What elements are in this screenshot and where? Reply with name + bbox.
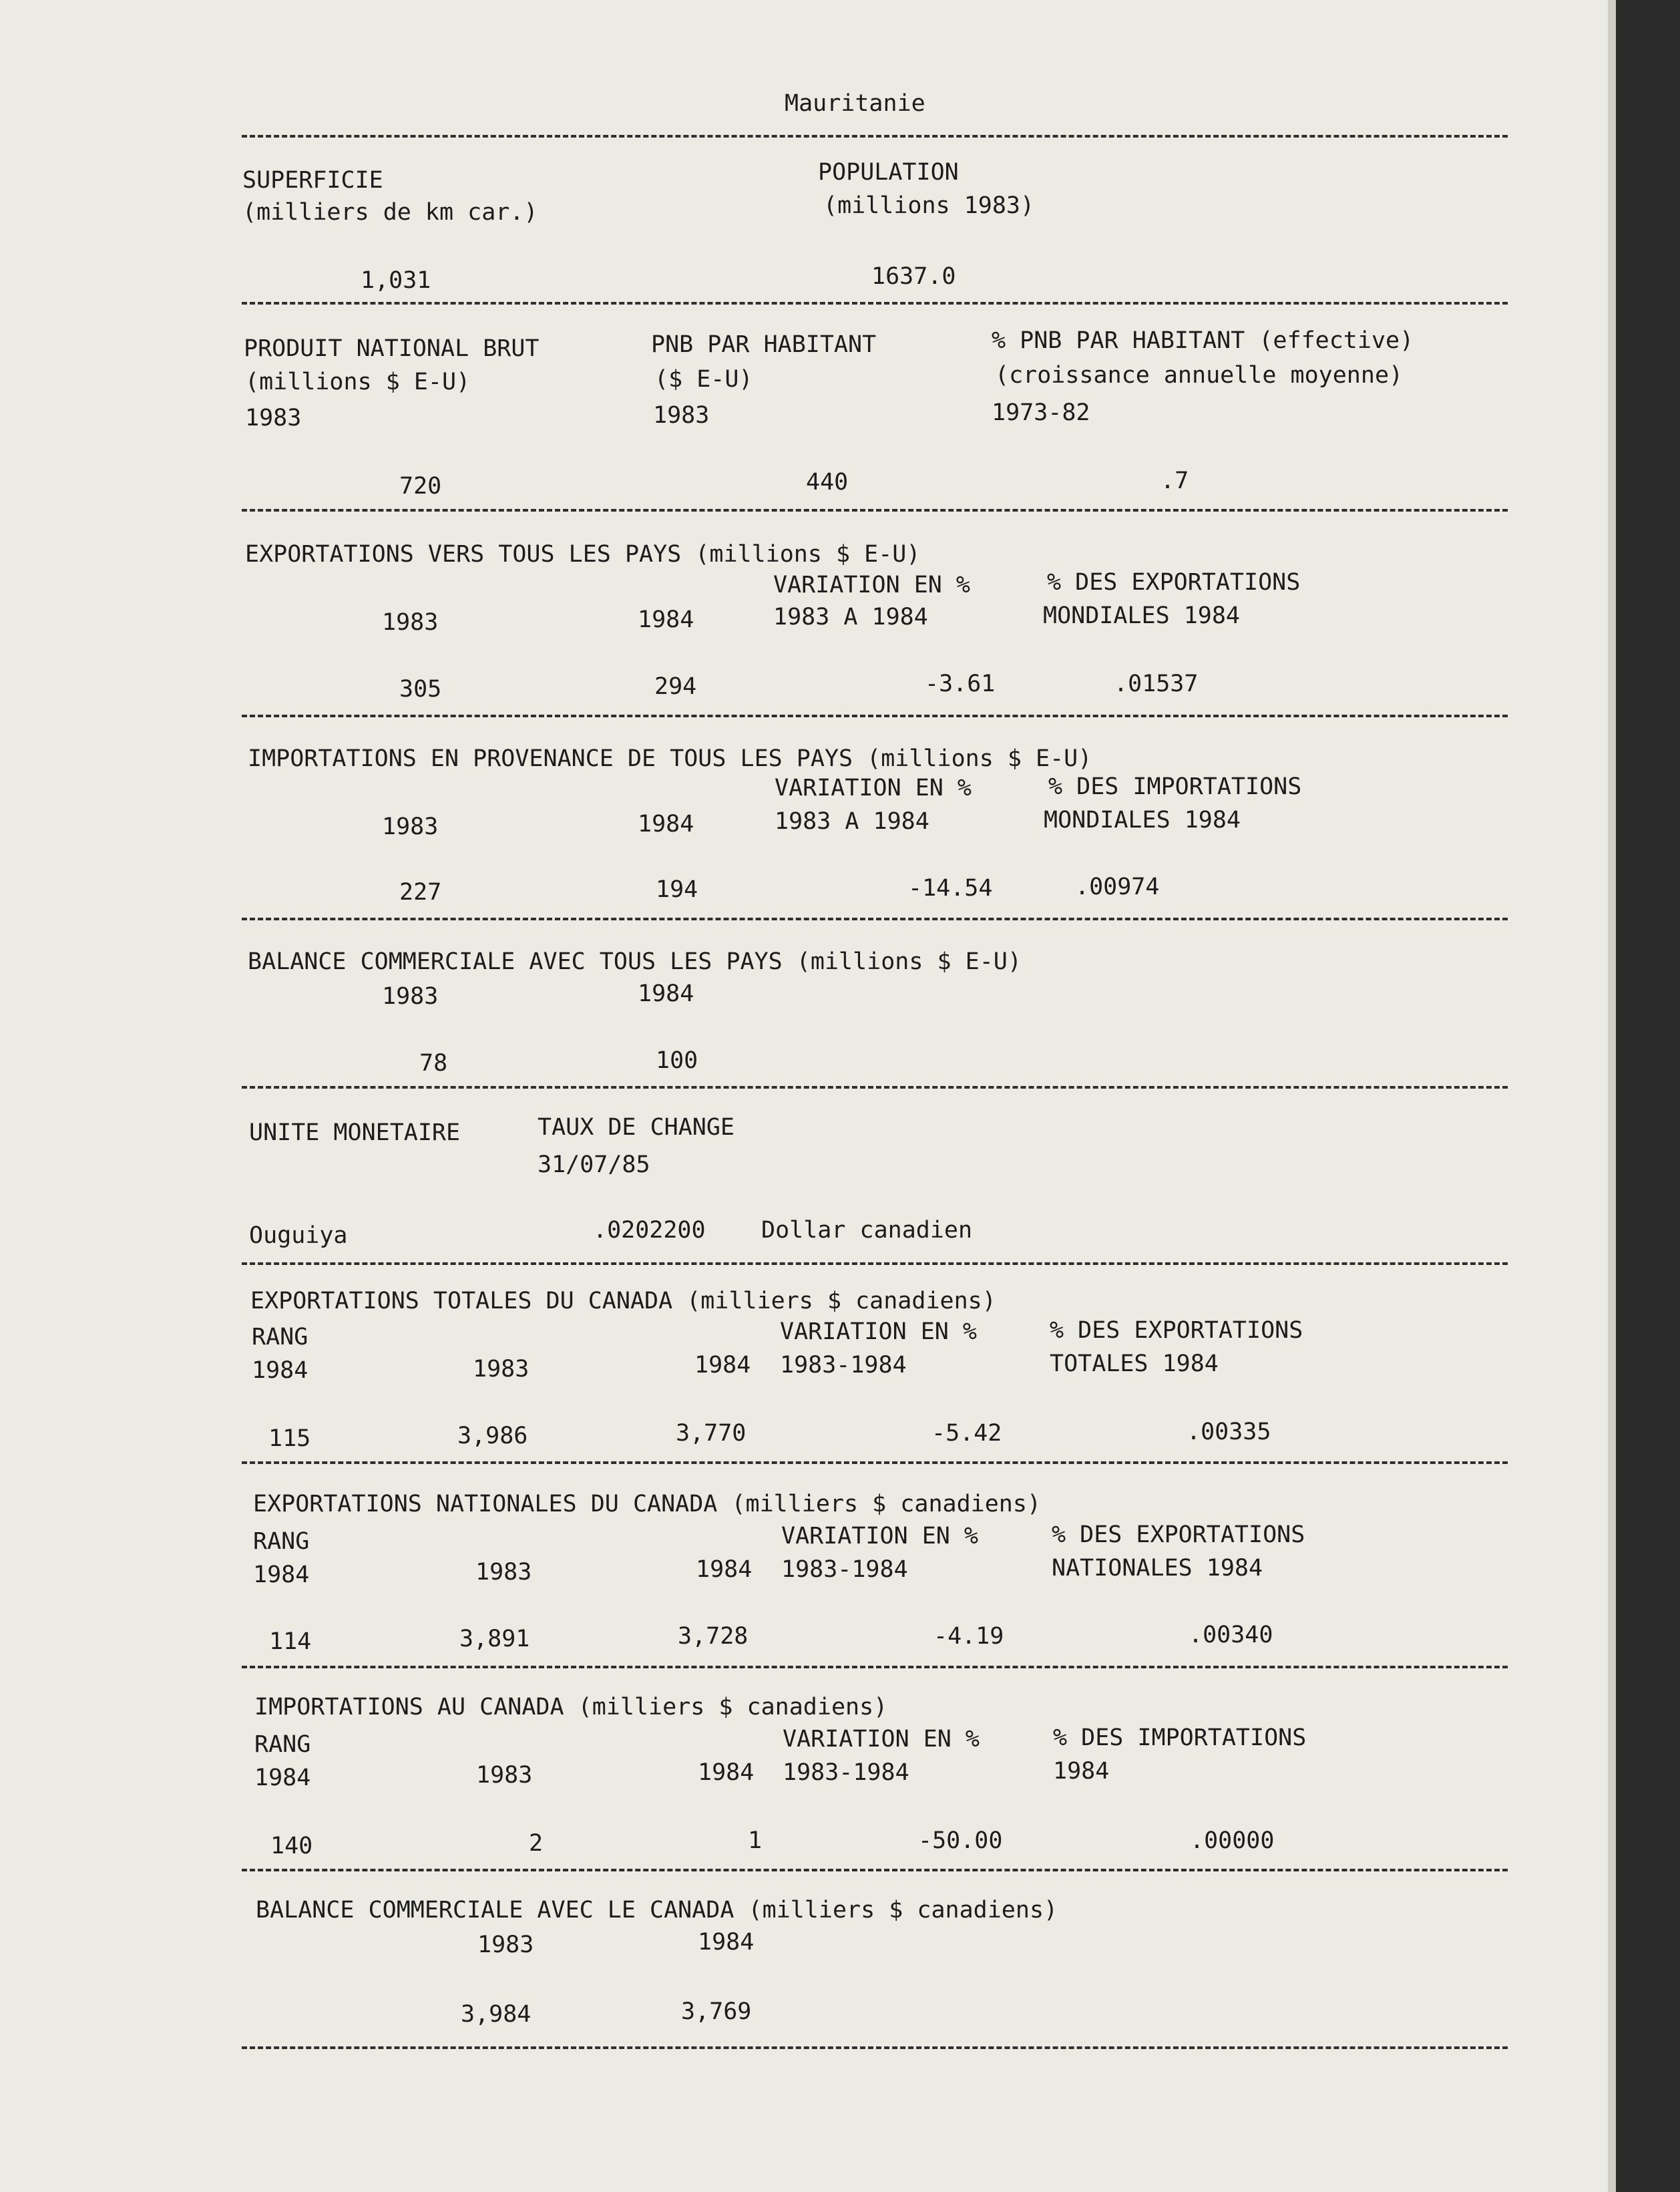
area-label: SUPERFICIE [242,167,383,194]
canada-total-exports-value-1984: 3,770 [676,1420,747,1447]
page-title: Mauritanie [785,90,925,117]
divider [242,2046,1508,2049]
world-imports-share: .00974 [1075,874,1160,900]
world-imports-variation-years: 1983 A 1984 [775,808,929,835]
gnp-value: 720 [399,473,442,500]
world-exports-share-year: MONDIALES 1984 [1043,602,1241,629]
area-unit: (milliers de km car.) [242,199,538,226]
canada-domestic-exports-share: .00340 [1189,1622,1273,1648]
divider [242,918,1508,920]
canada-balance-year-1983: 1983 [477,1932,534,1958]
canada-domestic-exports-variation-header: VARIATION EN % [781,1523,979,1549]
canada-imports-variation: -50.00 [918,1827,1003,1854]
world-imports-year-1983: 1983 [382,813,439,840]
canada-total-exports-share: .00335 [1187,1419,1271,1445]
canada-total-exports-variation-years: 1983-1984 [780,1352,907,1379]
world-imports-share-year: MONDIALES 1984 [1044,807,1241,834]
gnp-per-capita-label: PNB PAR HABITANT [651,331,877,358]
canada-total-exports-share-year: TOTALES 1984 [1050,1350,1219,1377]
world-imports-title: IMPORTATIONS EN PROVENANCE DE TOUS LES PAYS (millions $ E-U) [248,745,1092,772]
gnp-per-capita-year: 1983 [653,402,710,429]
canada-imports-rank-header: RANG [254,1731,311,1758]
canada-imports-share-header: % DES IMPORTATIONS [1053,1724,1307,1751]
divider [242,715,1508,717]
population-value: 1637.0 [871,263,956,290]
gnp-label: PRODUIT NATIONAL BRUT [244,335,540,362]
world-exports-share: .01537 [1114,671,1199,697]
world-balance-value-1983: 78 [419,1050,448,1077]
divider [242,1461,1508,1464]
world-exports-variation: -3.61 [925,671,996,697]
canada-domestic-exports-rank: 114 [269,1628,312,1655]
canada-total-exports-share-header: % DES EXPORTATIONS [1050,1317,1303,1344]
world-balance-year-1983: 1983 [382,983,439,1010]
canada-domestic-exports-variation-years: 1983-1984 [781,1556,908,1583]
divider [242,135,1508,138]
canada-total-exports-variation-header: VARIATION EN % [780,1318,978,1345]
canada-imports-title: IMPORTATIONS AU CANADA (milliers $ canadiens) [254,1694,888,1720]
world-exports-year-1983: 1983 [382,609,439,636]
area-value: 1,031 [361,267,431,294]
divider [242,1262,1508,1265]
canada-domestic-exports-variation: -4.19 [933,1623,1004,1650]
canada-total-exports-title: EXPORTATIONS TOTALES DU CANADA (milliers $ canadiens) [250,1288,996,1314]
canada-domestic-exports-title: EXPORTATIONS NATIONALES DU CANADA (milliers $ canadiens) [253,1491,1042,1517]
divider [242,509,1508,512]
population-label: POPULATION [818,159,959,186]
world-imports-variation-header: VARIATION EN % [775,775,972,801]
world-exports-share-header: % DES EXPORTATIONS [1047,569,1301,596]
world-exports-value-1983: 305 [399,676,442,703]
population-unit: (millions 1983) [823,192,1035,219]
currency-name: Ouguiya [249,1222,348,1249]
world-balance-value-1984: 100 [656,1047,698,1074]
world-imports-year-1984: 1984 [638,811,694,838]
canada-balance-value-1984: 3,769 [681,1998,752,2025]
exchange-rate-label: TAUX DE CHANGE [538,1114,735,1141]
canada-total-exports-rank: 115 [268,1425,311,1452]
world-imports-value-1983: 227 [399,879,442,906]
gnp-per-capita-value: 440 [806,469,849,496]
gnp-growth-label: % PNB PAR HABITANT (effective) [992,327,1414,354]
world-exports-variation-header: VARIATION EN % [773,572,971,598]
world-imports-variation: -14.54 [908,875,993,902]
canada-imports-value-1983: 2 [529,1830,544,1857]
exchange-rate-value: .0202200 [593,1217,706,1244]
gnp-unit: (millions $ E-U) [245,369,471,395]
divider [242,1869,1508,1871]
world-exports-value-1984: 294 [654,673,697,700]
canada-total-exports-value-1983: 3,986 [457,1423,528,1449]
world-imports-share-header: % DES IMPORTATIONS [1048,773,1302,800]
canada-total-exports-variation: -5.42 [931,1420,1002,1447]
exchange-rate-date: 31/07/85 [538,1151,650,1178]
page-edge [1616,0,1680,2192]
canada-total-exports-rank-header: RANG [252,1324,308,1350]
gnp-per-capita-unit: ($ E-U) [654,366,753,393]
gnp-growth-years: 1973-82 [992,399,1090,426]
world-exports-variation-years: 1983 A 1984 [773,604,928,630]
canada-imports-rank-year: 1984 [254,1765,311,1791]
canada-balance-year-1984: 1984 [698,1929,755,1956]
world-imports-value-1984: 194 [656,876,698,903]
divider [242,1666,1508,1668]
canada-imports-year-1984: 1984 [698,1759,755,1786]
canada-domestic-exports-year-1984: 1984 [696,1556,753,1583]
canada-imports-share: .00000 [1190,1827,1275,1854]
gnp-growth-value: .7 [1161,468,1189,494]
gnp-growth-unit: (croissance annuelle moyenne) [995,362,1404,389]
canada-domestic-exports-year-1983: 1983 [475,1559,532,1586]
canada-total-exports-rank-year: 1984 [252,1357,308,1384]
currency-label: UNITE MONETAIRE [249,1119,461,1146]
canada-imports-rank: 140 [270,1833,313,1859]
canada-imports-share-year: 1984 [1053,1758,1110,1785]
canada-trade-balance-title: BALANCE COMMERCIALE AVEC LE CANADA (milliers $ canadiens) [256,1897,1058,1924]
canada-domestic-exports-value-1983: 3,891 [459,1626,530,1652]
canada-imports-year-1983: 1983 [476,1762,533,1789]
canada-total-exports-year-1984: 1984 [694,1352,751,1379]
canada-balance-value-1983: 3,984 [461,2001,532,2028]
canada-total-exports-year-1983: 1983 [473,1356,530,1383]
canada-domestic-exports-rank-year: 1984 [253,1562,310,1588]
divider [242,302,1508,305]
canada-domestic-exports-share-header: % DES EXPORTATIONS [1052,1521,1305,1548]
canada-domestic-exports-share-year: NATIONALES 1984 [1052,1555,1263,1582]
canada-imports-value-1984: 1 [748,1827,763,1854]
divider [242,1086,1508,1089]
canada-imports-variation-years: 1983-1984 [783,1759,909,1786]
canada-domestic-exports-value-1984: 3,728 [678,1623,749,1650]
world-trade-balance-title: BALANCE COMMERCIALE AVEC TOUS LES PAYS (millions $ E-U) [248,948,1022,975]
gnp-year: 1983 [245,405,302,431]
world-exports-title: EXPORTATIONS VERS TOUS LES PAYS (millions $ E-U) [245,541,921,568]
world-exports-year-1984: 1984 [638,606,694,633]
canada-domestic-exports-rank-header: RANG [253,1528,310,1555]
exchange-rate-unit: Dollar canadien [761,1217,973,1244]
canada-imports-variation-header: VARIATION EN % [783,1726,980,1753]
world-balance-year-1984: 1984 [638,980,694,1007]
